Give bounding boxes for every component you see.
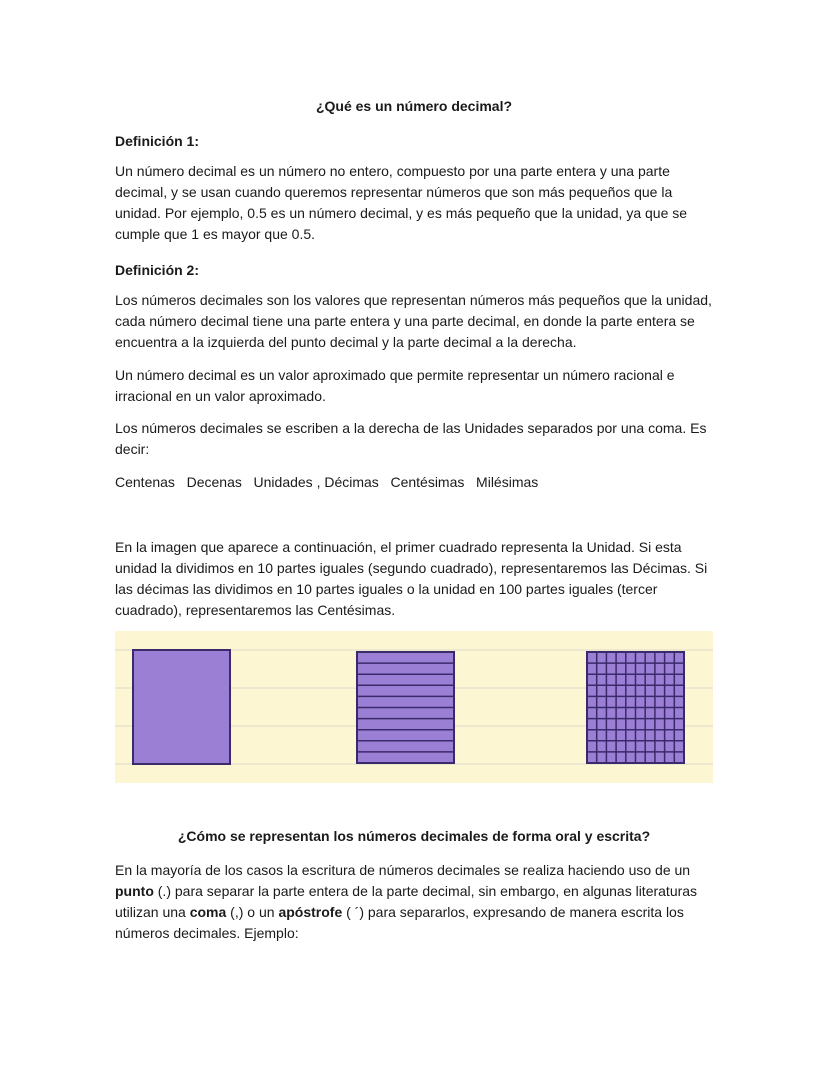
section-2-heading: ¿Cómo se representan los números decimales de forma oral y escrita?	[177, 828, 651, 844]
page-title: ¿Qué es un número decimal?	[315, 98, 513, 114]
decimal-squares-illustration	[115, 631, 713, 783]
place-values-line: Centenas Decenas Unidades , Décimas Centésimas Milésimas	[115, 474, 539, 490]
definition-2-text: Los números decimales son los valores que representan números más pequeños que la unidad, cada número decimal tiene una parte entera y una parte decimal, en donde la parte entera se encuentra a la izquierda del punto decimal y la parte decimal a la derecha.	[115, 292, 712, 350]
bold-punto: punto	[115, 883, 154, 899]
written-decimals-paragraph: Los números decimales se escriben a la derecha de las Unidades separados por una coma. Es decir:	[115, 420, 707, 457]
hundredths-square	[587, 652, 684, 763]
definition-2-heading: Definición 2:	[115, 262, 200, 278]
definition-1-heading: Definición 1:	[115, 133, 200, 149]
definition-1-text: Un número decimal es un número no entero, compuesto por una parte entera y una parte decimal, y se usan cuando queremos representar números que son más pequeños que la unidad. Por ejemplo, 0.5 es un número decimal, y es más pequeño que la unidad, ya que se cumple que 1 es mayor que 0.5.	[115, 163, 688, 242]
section-2-text: En la mayoría de los casos la escritura de números decimales se realiza haciendo uso de un punto (.) para separar la parte entera de la parte decimal, sin embargo, en algunas literaturas utilizan una coma (,) o un apóstrofe ( ´) para separarlos, expresando de manera escrita los números decimales. Ejemplo:	[115, 862, 698, 941]
unidad-fill	[133, 650, 230, 764]
decimal-squares-figure	[115, 631, 713, 783]
bold-apostrofe: apóstrofe	[278, 904, 343, 920]
approximate-value-paragraph: Un número decimal es un valor aproximado que permite representar un número racional e irracional en un valor aproximado.	[115, 367, 675, 404]
bold-coma: coma	[189, 904, 227, 920]
image-explanation-paragraph: En la imagen que aparece a continuación, el primer cuadrado representa la Unidad. Si esta unidad la dividimos en 10 partes iguales (segundo cuadrado), representaremos las Décimas. Si las décimas las dividimos en 10 partes iguales o la unidad en 100 partes iguales (tercer cuadrado), representaremos las Centésimas.	[115, 539, 708, 618]
tenths-square	[357, 652, 454, 763]
unit-square	[133, 650, 230, 764]
